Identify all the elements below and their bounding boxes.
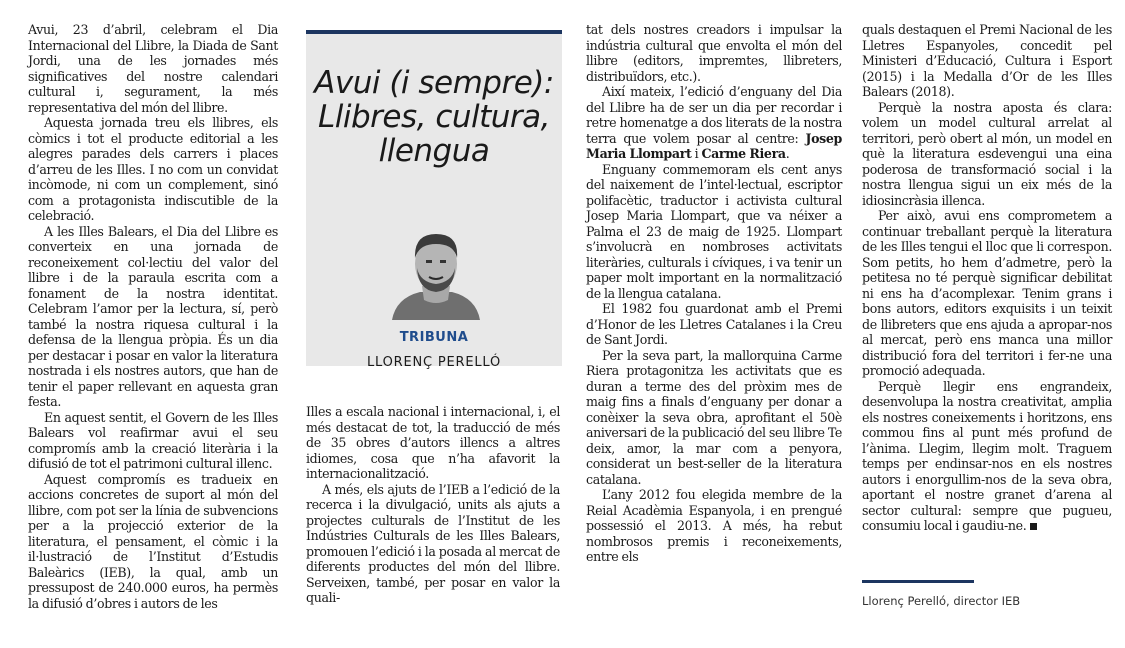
headline-panel — [306, 30, 562, 370]
paragraph: Enguany commemoram els cent anys del naixement de l’intel·lectual, escriptor polifacètic, traductor i activista cultural Josep Maria Llompart, que va néixer a Palma el 23 de maig de 1925. Llompart s’involucrà en nombroses activitats literàries, culturals i cíviques, i va tenir un paper molt important en la normalització de la llengua catalana. — [586, 161, 842, 301]
author-name: LLORENÇ PERELLÓ — [367, 355, 501, 370]
paragraph-text: . — [785, 146, 790, 161]
caption-rule — [862, 580, 974, 583]
paragraph — [586, 84, 842, 162]
end-of-article-icon — [1030, 523, 1037, 530]
paragraph: Aquest compromís es tradueix en accions concretes de suport al món del llibre, com pot ser la línia de subvencions per a la projecció exterior de la literatura, el pensament, el còmic i la il·lustració de l’Institut d’Estudis Baleàrics (IEB), la qual, amb un pressupost de 240.000 euros, ha permès la difusió d’obres i autors de les — [28, 471, 278, 611]
paragraph: Per això, avui ens comprometem a continuar treballant perquè la literatura de les Illes tengui el lloc que li correspon. Som petits, ho hem d’admetre, però la petitesa no té perquè significar debilitat ni ens ha d’acomplexar. Tenim grans i bons autors, editors exquisits i un teixit de llibreters que ens ajuda a apropar-nos al mercat, però ens manca una millor distribució fora del territori i fer-ne una promoció adequada. — [862, 208, 1112, 378]
article-column-4 — [862, 22, 1112, 534]
highlighted-name: Carme Riera — [701, 146, 786, 161]
paragraph: tat dels nostres creadors i impulsar la indústria cultural que envolta el món del llibre (editors, impremtes, llibreters, distribuïdors, etc.). — [586, 22, 842, 84]
section-label: TRIBUNA — [399, 330, 469, 345]
paragraph-text: i — [691, 146, 702, 161]
paragraph-text: Així mateix, l’edició d’enguany del Dia del Llibre ha de ser un dia per recordar i retre homenatge a dos literats de la nostra terra que volem posar al centre: — [586, 84, 842, 146]
paragraph: Per la seva part, la mallorquina Carme Riera protagonitza les activitats que es duran a terme des del pròxim mes de maig fins a finals d’enguany per donar a conèixer la seva obra, aprofitant el 50è aniversari de la publicació del seu llibre Te deix, amor, la mar com a penyora, considerat un best-seller de la literatura catalana. — [586, 347, 842, 487]
headline — [306, 66, 562, 168]
paragraph: Illes a escala nacional i internacional, i, el més destacat de tot, la traducció de més de 35 obres d’autors illencs a altres idiomes, cosa que n’ha afavorit la internacionalització. — [306, 404, 560, 481]
headline-line-3: llengua — [378, 133, 490, 169]
paragraph — [862, 379, 1112, 534]
paragraph: Perquè la nostra aposta és clara: volem un model cultural arrelat al territori, però obert al món, un model en què la literatura esdevengui una eina poderosa de transformació social i la nostra llengua sigui un eix més de la idiosincràsia illenca. — [862, 99, 1112, 208]
paragraph: L’any 2012 fou elegida membre de la Reial Acadèmia Espanyola, i en prengué possessió el 2013. A més, ha rebut nombrosos premis i reconeixements, entre els — [586, 487, 842, 564]
highlighted-name: Josep Maria Llompart — [586, 130, 842, 161]
photo-caption: Llorenç Perelló, director IEB — [862, 594, 1021, 608]
paragraph: En aquest sentit, el Govern de les Illes Balears vol reafirmar avui el seu compromís amb la creació literària i la difusió de tot el patrimoni cultural illenc. — [28, 409, 278, 471]
article-column-2 — [306, 404, 560, 606]
paragraph-text: Perquè llegir ens engrandeix, desenvolupa la nostra creativitat, amplia els nostres coneixements i horitzons, ens commou fins al punt més profund de l’ànima. Llegim, llegim molt. Traguem temps per endinsar-nos en els nostres autors i enorgullim-nos de la seva obra, aportant el nostre granet d’arena al sector cultural: sempre que pugueu, consumiu local i gaudiu-ne. — [862, 378, 1112, 533]
headline-line-2: Llibres, cultura, — [317, 99, 551, 135]
paragraph: Avui, 23 d’abril, celebram el Dia Internacional del Llibre, la Diada de Sant Jordi, una de les jornades més significatives del nostre calendari cultural i, segurament, la més representativa del món del llibre. — [28, 22, 278, 115]
paragraph: quals destaquen el Premi Nacional de les Lletres Espanyoles, concedit pel Ministeri d’Educació, Cultura i Esport (2015) i la Medalla d’Or de les Illes Balears (2018). — [862, 22, 1112, 99]
paragraph: El 1982 fou guardonat amb el Premi d’Honor de les Lletres Catalanes i la Creu de Sant Jordi. — [586, 301, 842, 347]
author-portrait — [384, 222, 488, 320]
article-column-1 — [28, 22, 278, 611]
article-column-3 — [586, 22, 842, 565]
paragraph: Aquesta jornada treu els llibres, els còmics i tot el producte editorial a les alegres parades dels carrers i places d’arreu de les Illes. I no com un convidat incòmode, ni com un complement, sinó com a protagonista indiscutible de la celebració. — [28, 115, 278, 223]
headline-line-1: Avui (i sempre): — [314, 65, 554, 101]
paragraph: A les Illes Balears, el Dia del Llibre es converteix en una jornada de reconeixement col·lectiu del valor del llibre i de la paraula escrita com a fonament de la nostra identitat. Celebram l’amor per la lectura, sí, però també la nostra riquesa cultural i la defensa de la llengua pròpia. És un dia per destacar i posar en valor la literatura nostrada i els nostres autors, que han de tenir el paper rellevant en aquesta gran festa. — [28, 223, 278, 409]
paragraph: A més, els ajuts de l’IEB a l’edició de la recerca i la divulgació, units als ajuts a projectes culturals de l’Institut de les Indústries Culturals de les Illes Balears, promouen l’edició i la posada al mercat de diferents productes del món del llibre. Serveixen, també, per posar en valor la quali- — [306, 481, 560, 605]
